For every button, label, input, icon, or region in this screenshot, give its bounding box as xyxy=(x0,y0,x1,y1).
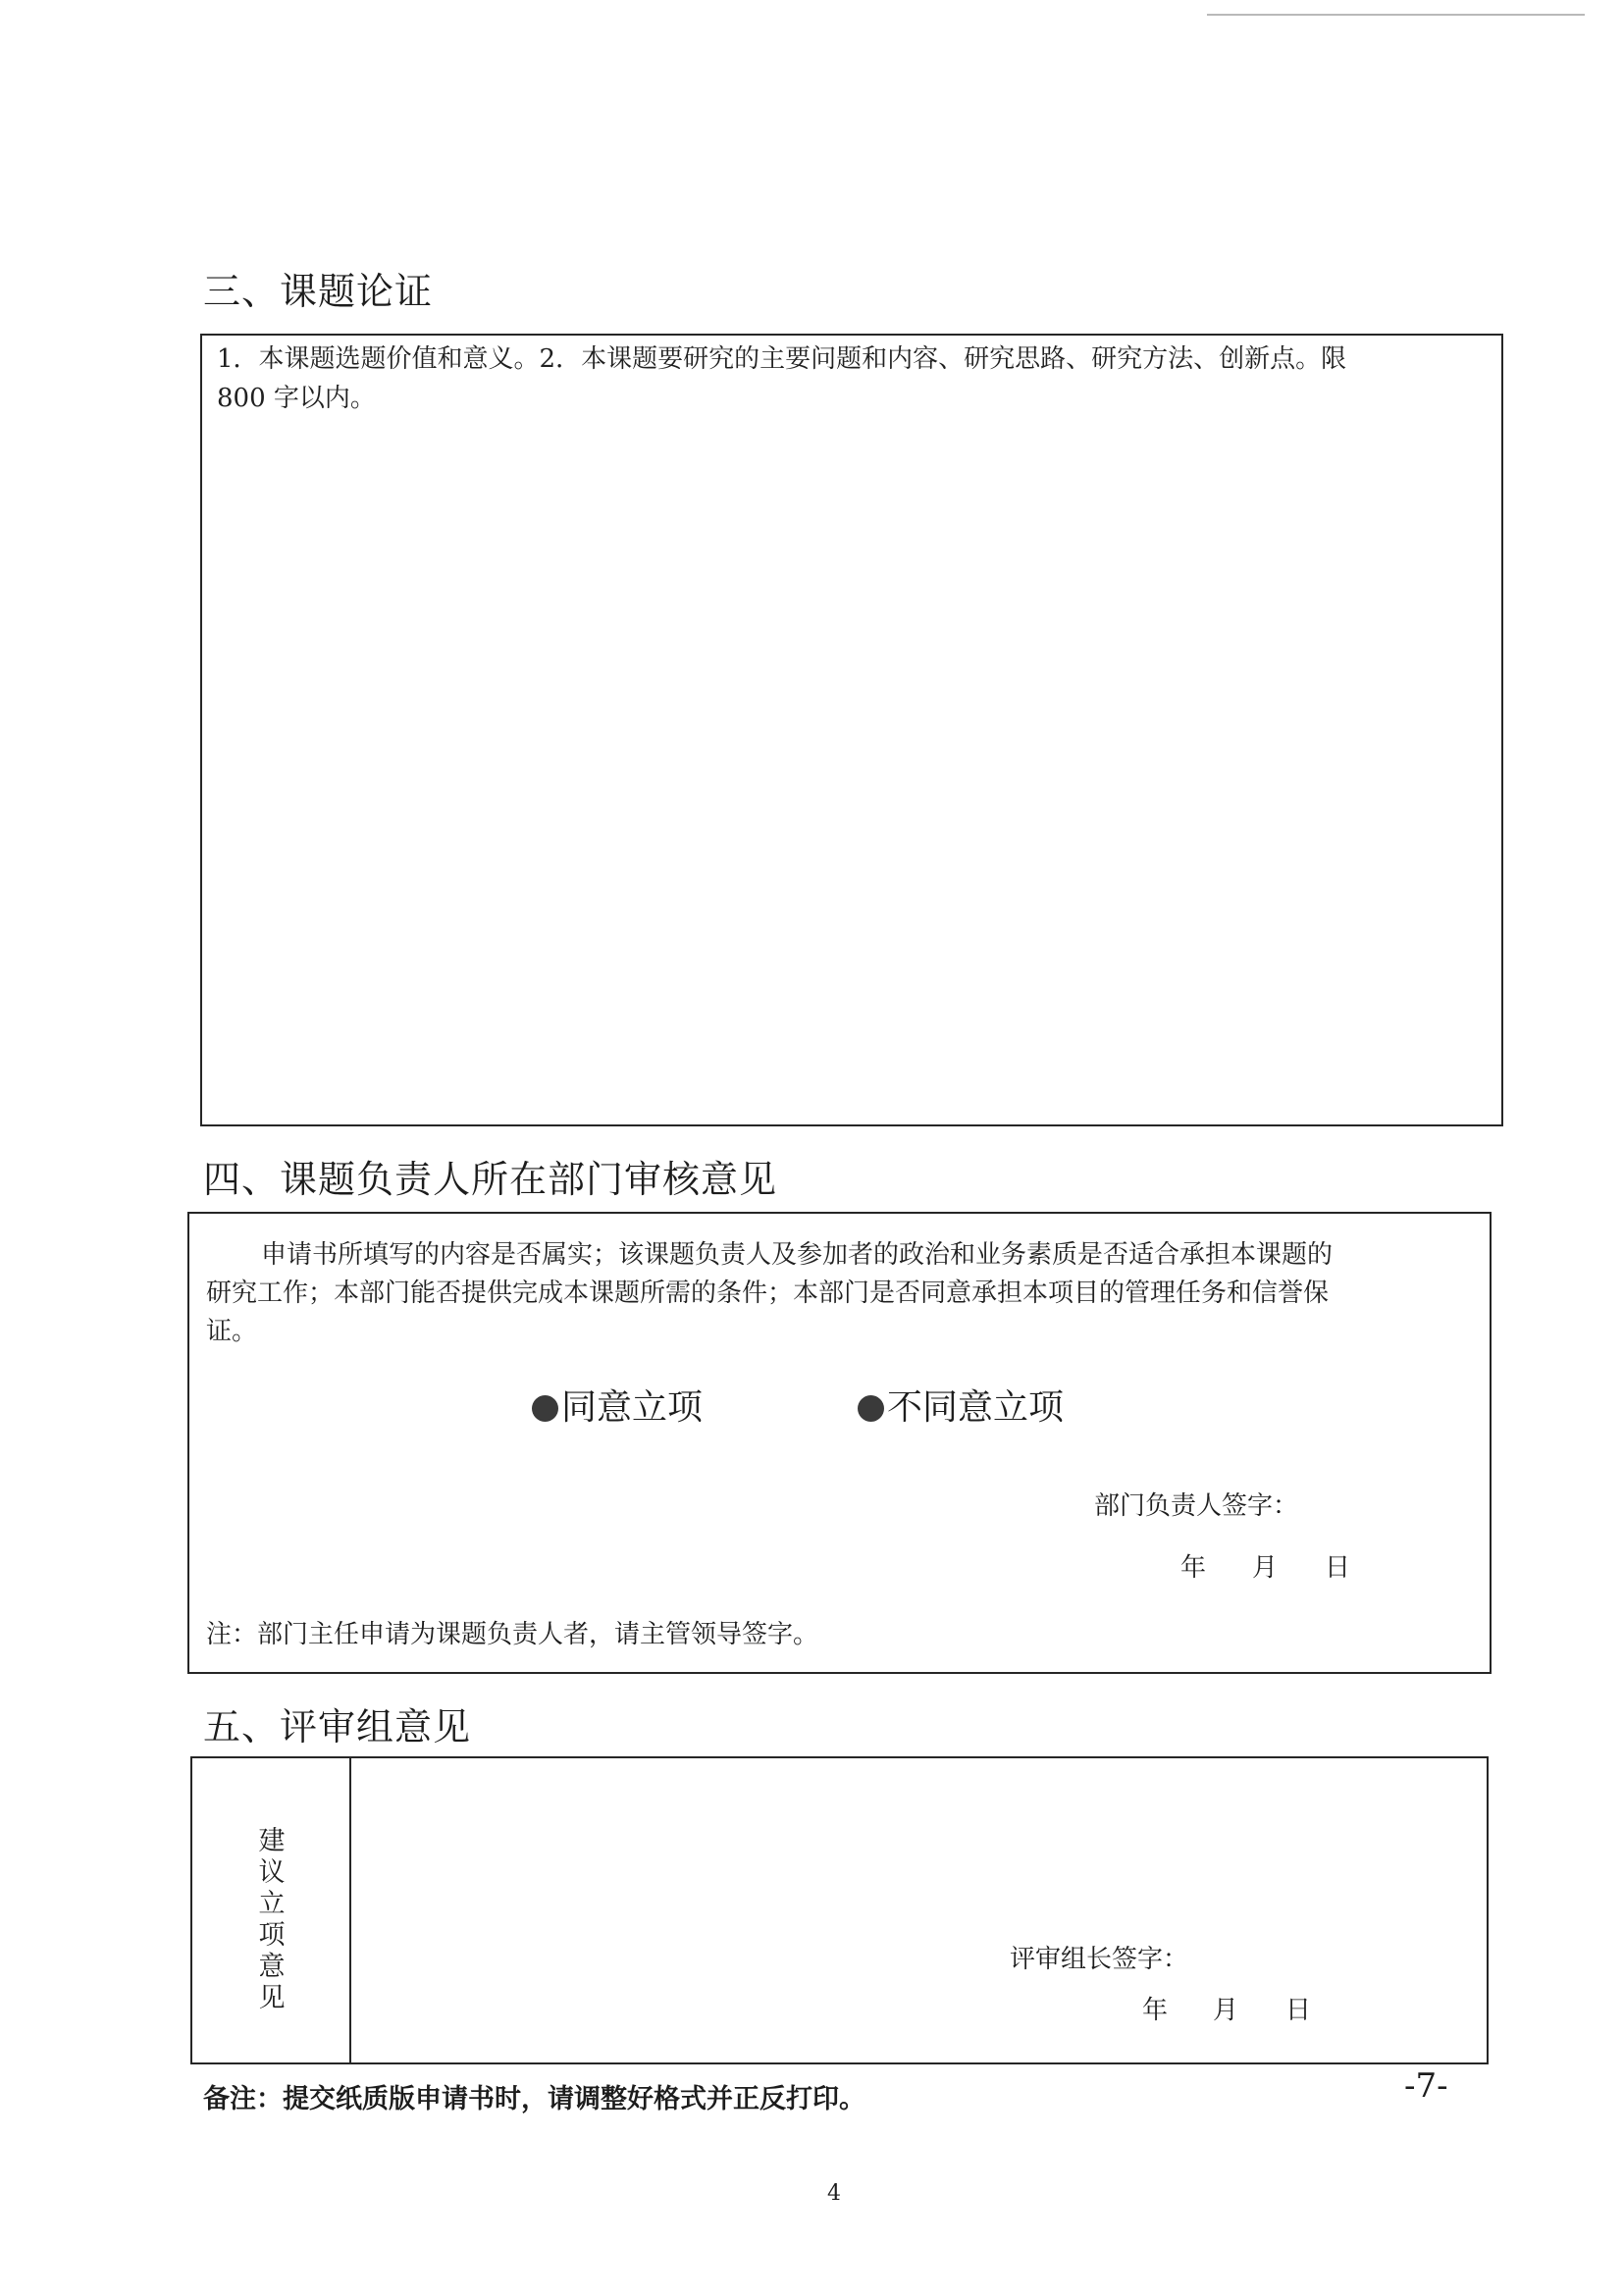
section3-heading: 三、课题论证 xyxy=(203,270,434,313)
side-label-char: 见 xyxy=(258,1983,286,2013)
side-label-char: 建 xyxy=(258,1826,286,1856)
section5-date-month: 月 xyxy=(1213,1996,1239,2025)
option-disagree[interactable] xyxy=(858,1380,1064,1430)
section4-question-line2: 研究工作；本部门能否提供完成本课题所需的条件；本部门是否同意承担本项目的管理任务和信誉保 xyxy=(206,1278,1330,1308)
section4-question-line3: 证。 xyxy=(206,1317,258,1346)
section5-review-table xyxy=(190,1756,1489,2064)
section4-question-line1: 申请书所填写的内容是否属实；该课题负责人及参加者的政治和业务素质是否适合承担本课题的 xyxy=(261,1240,1334,1270)
option-agree[interactable] xyxy=(532,1380,703,1430)
page-number: 4 xyxy=(827,2181,841,2206)
section4-review-box xyxy=(187,1212,1492,1674)
section5-opinion-area[interactable] xyxy=(351,1758,1487,2062)
side-label-char: 意 xyxy=(258,1952,286,1982)
form-page-number: -7- xyxy=(1404,2066,1448,2106)
top-edge-rule xyxy=(1207,14,1585,16)
section5-side-label xyxy=(254,1826,289,2014)
option-disagree-label: 不同意立项 xyxy=(887,1387,1065,1428)
section3-prompt-line1: 1．本课题选题价值和意义。2．本课题要研究的主要问题和内容、研究思路、研究方法、创新点。限 xyxy=(217,344,1347,374)
section3-textbox[interactable] xyxy=(200,334,1503,1126)
section3-prompt-line2: 800 字以内。 xyxy=(217,384,376,413)
section4-heading: 四、课题负责人所在部门审核意见 xyxy=(203,1158,778,1201)
side-label-char: 议 xyxy=(258,1857,286,1888)
side-label-char: 项 xyxy=(258,1920,286,1951)
section5-date-year: 年 xyxy=(1142,1996,1169,2025)
section5-date-day: 日 xyxy=(1285,1996,1312,2025)
section4-note: 注：部门主任申请为课题负责人者，请主管领导签字。 xyxy=(206,1620,819,1649)
section5-heading: 五、评审组意见 xyxy=(203,1705,472,1748)
footer-remark: 备注：提交纸质版申请书时，请调整好格式并正反打印。 xyxy=(203,2084,865,2114)
option-agree-label: 同意立项 xyxy=(561,1387,704,1428)
section4-date-year: 年 xyxy=(1180,1553,1207,1583)
section4-date-day: 日 xyxy=(1325,1553,1351,1583)
section4-signature-label: 部门负责人签字： xyxy=(1094,1491,1299,1521)
section5-signature-label: 评审组长签字： xyxy=(1010,1945,1189,1974)
radio-dot-icon xyxy=(532,1395,558,1422)
radio-dot-icon xyxy=(858,1395,884,1422)
section4-date-month: 月 xyxy=(1252,1553,1279,1583)
side-label-char: 立 xyxy=(258,1889,286,1919)
